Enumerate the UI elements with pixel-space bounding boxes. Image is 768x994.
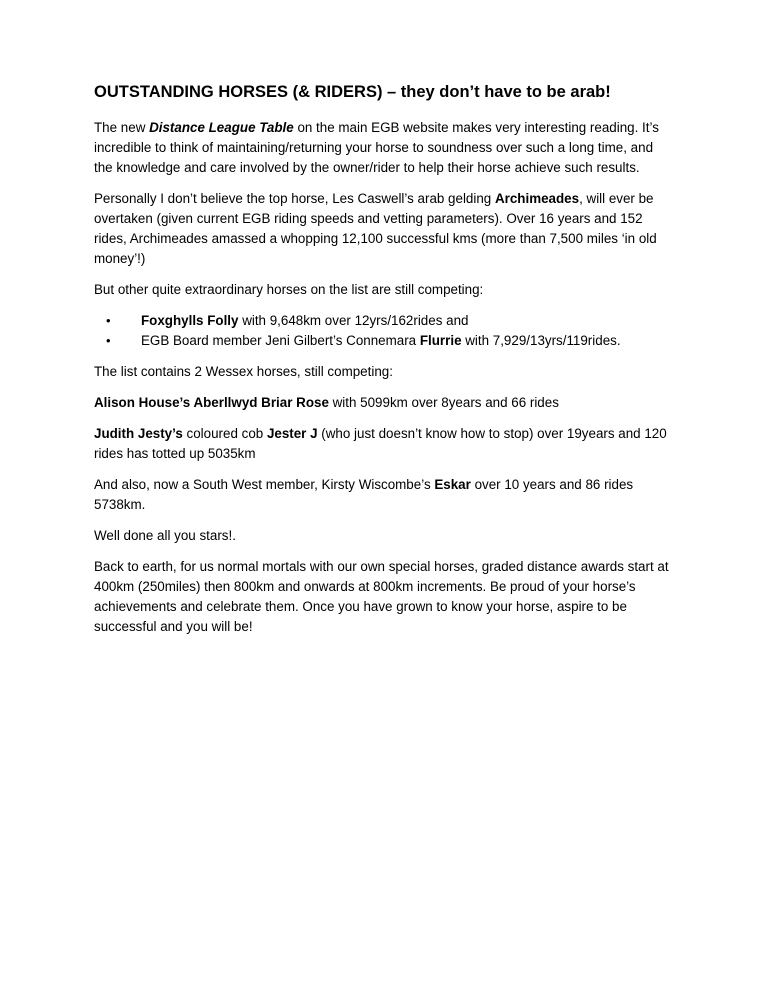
list-item-text-a: EGB Board member Jeni Gilbert’s Connemara xyxy=(141,333,420,348)
paragraph-intro xyxy=(94,118,674,178)
distance-league-table-emphasis: Distance League Table xyxy=(149,120,294,135)
list-item-text-c: with 9,648km over 12yrs/162rides and xyxy=(238,313,469,328)
paragraph-eskar xyxy=(94,475,674,515)
page-title: OUTSTANDING HORSES (& RIDERS) – they don’t have to be arab! xyxy=(94,83,611,101)
paragraph-eskar-text-a: And also, now a South West member, Kirsty Wiscombe’s xyxy=(94,477,435,492)
list-item-text-c: with 7,929/13yrs/119rides. xyxy=(461,333,621,348)
jester-j-name: Jester J xyxy=(266,426,318,441)
horse-list xyxy=(94,311,674,351)
paragraph-archimeades-text-c: , will ever be overtaken (given current EGB riding speeds and vetting parameters). Over 16 years and 152 rides, Archimeades amassed a whopping 12,100 successful kms (more than 7,500 miles ‘in old money’!) xyxy=(94,191,657,266)
horse-name: Foxghylls Folly xyxy=(141,313,239,328)
briar-rose-name: Alison House’s Aberllwyd Briar Rose xyxy=(94,395,329,410)
paragraph-briar-rose-text: with 5099km over 8years and 66 rides xyxy=(328,395,559,410)
list-item xyxy=(106,331,674,351)
paragraph-jester-j-text-b: coloured cob xyxy=(182,426,267,441)
paragraph-wessex: The list contains 2 Wessex horses, still competing: xyxy=(94,364,393,379)
list-item xyxy=(106,311,674,331)
paragraph-other-horses: But other quite extraordinary horses on the list are still competing: xyxy=(94,282,484,297)
paragraph-jester-j xyxy=(94,424,674,464)
judith-jesty-name: Judith Jesty’s xyxy=(94,426,183,441)
horse-name: Flurrie xyxy=(419,333,462,348)
document-page xyxy=(94,82,674,648)
paragraph-closing: Back to earth, for us normal mortals with our own special horses, graded distance awards start at 400km (250miles) then 800km and onwards at 800km increments. Be proud of your horse’s achievements and celebrate them. Once you have grown to know your horse, aspire to be successful and you will be! xyxy=(94,559,669,634)
paragraph-well-done: Well done all you stars!. xyxy=(94,528,236,543)
paragraph-jester-j-text-d: (who just doesn’t know how to stop) over 19years and 120 rides has totted up 5035km xyxy=(94,426,667,461)
paragraph-intro-text-c: on the main EGB website makes very interesting reading. It’s incredible to think of maintaining/returning your horse to soundness over such a long time, and the knowledge and care involved by the owner/rider to help their horse achieve such results. xyxy=(94,120,659,175)
paragraph-archimeades xyxy=(94,189,674,269)
paragraph-eskar-text-c: over 10 years and 86 rides 5738km. xyxy=(94,477,634,512)
paragraph-archimeades-text-a: Personally I don’t believe the top horse, Les Caswell’s arab gelding xyxy=(94,191,495,206)
archimeades-name: Archimeades xyxy=(494,191,580,206)
eskar-name: Eskar xyxy=(434,477,471,492)
paragraph-intro-text-a: The new xyxy=(94,120,150,135)
paragraph-briar-rose xyxy=(94,393,674,413)
